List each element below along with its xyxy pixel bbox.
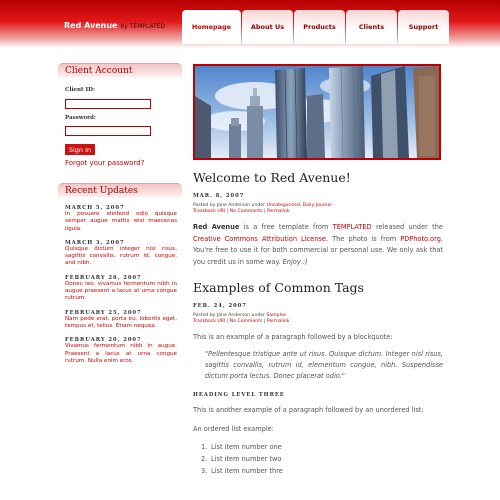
nav-homepage[interactable]: Homepage: [182, 10, 241, 44]
permalink-link[interactable]: Permalink: [266, 209, 290, 214]
update-item: [65, 310, 182, 331]
paragraph: This is another example of a paragraph followed by an unordered list:: [193, 406, 424, 415]
recent-updates-title: Recent Updates: [58, 183, 182, 197]
client-account-box: [58, 63, 182, 167]
forgot-password-link[interactable]: Forgot your password?: [65, 159, 145, 167]
post-body-text: released under the: [371, 223, 443, 231]
update-link[interactable]: Quisque dictum integer nisl risus, sagittis convallis, rutrum id, congue, and nibh.: [65, 245, 177, 267]
templated-link[interactable]: TEMPLATED: [332, 223, 372, 231]
update-date: FEBRUARY 28, 2007: [65, 274, 142, 281]
site-logo[interactable]: [64, 21, 165, 30]
post-body-text: . You're free to use it for both commercial or personal use. We only ask that you credit us in some way.: [193, 234, 443, 266]
update-date: MARCH 3, 2007: [65, 239, 125, 246]
list-item: 3. List item number thre: [201, 467, 283, 476]
recent-updates-box: [58, 183, 182, 372]
blockquote: "Pellentesque tristique ante ut risus. Quisque dictum. Integer nisl risus, sagittis convallis, rutrum id, elementum congue, nibh. Suspendisse dictum porta lectus. Donec placerat odio.": [205, 349, 443, 381]
client-id-label: Client ID:: [65, 87, 95, 93]
post-category-link[interactable]: Samples: [266, 313, 287, 318]
main-content: [193, 170, 443, 477]
comments-link[interactable]: No Comments: [229, 319, 263, 324]
sign-in-button[interactable]: Sign In: [65, 144, 95, 155]
update-date: FEBRUARY 20, 2007: [65, 337, 142, 344]
trackback-link[interactable]: Trackback URI: [193, 319, 226, 324]
site-tagline: by TEMPLATED: [120, 23, 166, 30]
update-link[interactable]: In posuere eleifend odio quisque semper augue mattis wisi maecenas ligula.: [65, 211, 177, 232]
post-body-text: . The photo is from: [325, 234, 401, 243]
client-account-title: Client Account: [58, 63, 182, 77]
post-body: [193, 222, 443, 268]
list-item: 2. List item number two: [201, 455, 282, 464]
nav-clients[interactable]: Clients: [346, 10, 397, 44]
update-date: MARCH 5, 2007: [65, 205, 125, 211]
post-body-em: Enjoy :): [282, 257, 308, 266]
update-item: [65, 205, 182, 233]
update-link[interactable]: Nam pede erat, porta eu, lobortis eget, tempus et, tellus. Etiam nequea.: [65, 315, 177, 329]
nav-products[interactable]: Products: [294, 10, 345, 44]
comments-link[interactable]: No Comments: [229, 209, 263, 214]
skyscraper-photo: [195, 66, 439, 158]
update-link[interactable]: Vivamus fermentum nibh in augue. Praesent a lacus at urna congue rutrum. Nulla enim eros.: [65, 343, 177, 364]
update-item: [65, 240, 182, 268]
list-item-text: List item number two: [211, 455, 282, 464]
permalink-link[interactable]: Permalink: [266, 319, 290, 324]
updates-list: [58, 197, 182, 365]
header: [0, 0, 500, 48]
update-date: FEBRUARY 25, 2007: [65, 309, 142, 316]
post-date: FEB. 24, 2007: [193, 303, 247, 309]
paragraph: An ordered list example:: [193, 424, 274, 433]
post-meta: Posted by Jane Anderson under Uncategorized, Daily Journal Trackback URI | No Comments | Permalink: [193, 203, 332, 214]
post-title[interactable]: Welcome to Red Avenue!: [193, 170, 351, 185]
license-link[interactable]: Creative Commons Attribution License: [193, 234, 326, 243]
post-category-link[interactable]: Uncategorized, Daily Journal: [266, 203, 332, 208]
ordered-list: [193, 441, 443, 477]
pdphoto-link[interactable]: PDPhoto.org: [400, 234, 441, 243]
post-title[interactable]: Examples of Common Tags: [193, 280, 364, 295]
main-nav: [182, 10, 450, 44]
update-link[interactable]: Donec leo, vivamus fermentum nibh in augue praesent a lacus at urna congue rutrum.: [65, 280, 177, 302]
post-meta-prefix: Posted by Jane Anderson under: [193, 203, 267, 208]
heading-level-three: HEADING LEVEL THREE: [193, 392, 285, 399]
hero-image: [193, 64, 441, 160]
password-label: Password:: [65, 114, 96, 121]
list-item: 1. List item number one: [201, 443, 282, 452]
nav-about-us[interactable]: About Us: [242, 10, 293, 44]
trackback-link[interactable]: Trackback URI: [193, 209, 226, 214]
paragraph: This is an example of a paragraph followed by a blockquote:: [193, 333, 393, 341]
post-meta: Posted by Jane Anderson under Samples Trackback URI | No Comments | Permalink: [193, 313, 290, 324]
login-form: [58, 77, 182, 167]
site-name: Red Avenue: [64, 21, 118, 30]
post-date: MAR. 8, 2007: [193, 193, 245, 199]
list-item-text: List item number one: [211, 443, 282, 452]
nav-support[interactable]: Support: [398, 10, 449, 44]
post-body-bold: Red Avenue: [193, 223, 240, 231]
update-item: [65, 275, 182, 303]
post-body-text: is a free template from: [239, 223, 333, 231]
update-item: [65, 337, 182, 365]
password-input[interactable]: [65, 126, 151, 136]
list-item-text: List item number thre: [211, 467, 283, 476]
client-id-input[interactable]: [65, 99, 151, 109]
post-meta-prefix: Posted by Jane Anderson under: [193, 313, 267, 318]
